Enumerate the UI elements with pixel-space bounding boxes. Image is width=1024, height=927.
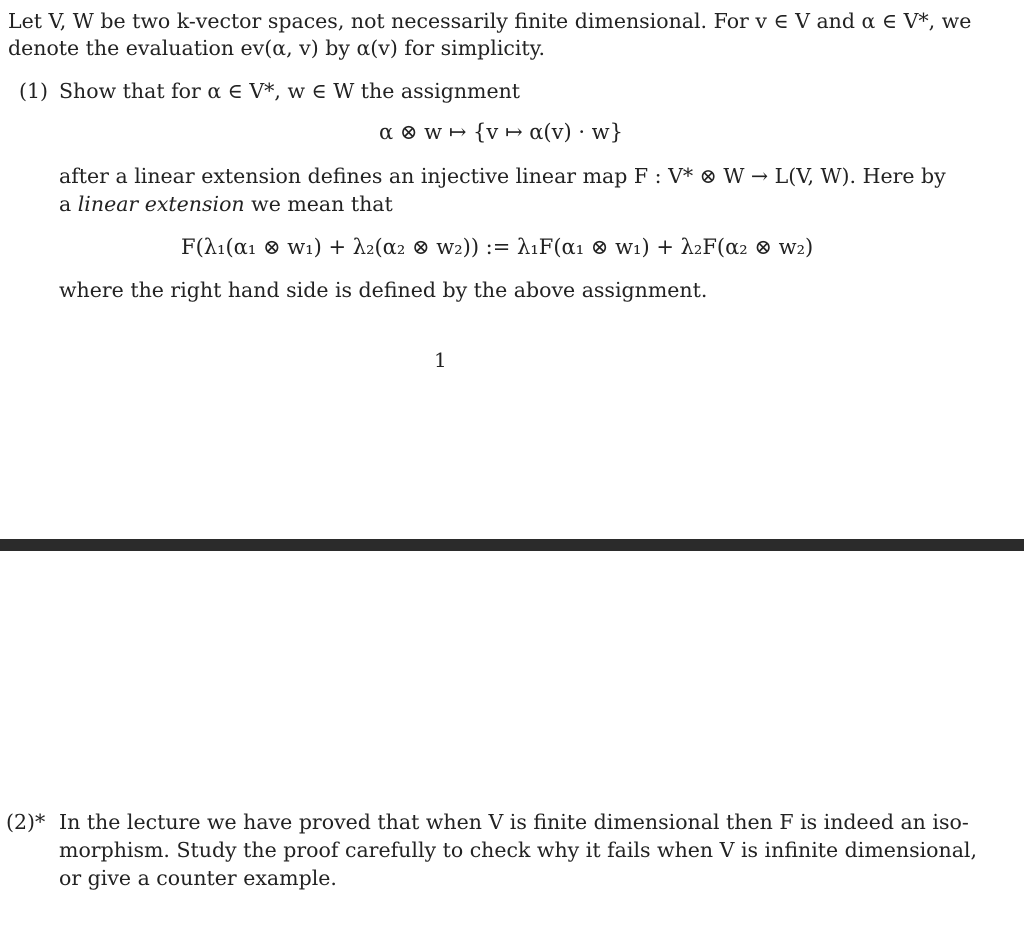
equation-assignment: α ⊗ w ↦ {v ↦ α(v) · w} [379, 120, 624, 144]
intro-line-2: denote the evaluation ev(α, v) by α(v) for simplicity. [8, 36, 546, 60]
item-2-line-1: In the lecture we have proved that when V is finite dimensional then F is indeed an iso- [59, 810, 969, 834]
after-line-2 [59, 194, 393, 215]
equation-linear-extension: F(λ₁(α₁ ⊗ w₁) + λ₂(α₂ ⊗ w₂)) := λ₁F(α₁ ⊗ w₁) + λ₂F(α₂ ⊗ w₂) [181, 235, 814, 259]
item-2-line-2: morphism. Study the proof carefully to check why it fails when V is infinite dimensional, [59, 838, 978, 862]
item-1-label: (1) [19, 79, 49, 103]
page-separator [0, 539, 1024, 551]
after-line-1: after a linear extension defines an injective linear map F : V* ⊗ W → L(V, W). Here by [59, 164, 946, 188]
item-2-line-3: or give a counter example. [59, 866, 337, 890]
item-1-text: Show that for α ∈ V*, w ∈ W the assignment [59, 79, 521, 103]
after-line-2-prefix: a [59, 192, 78, 216]
intro-line-1: Let V, W be two k-vector spaces, not necessarily finite dimensional. For v ∈ V and α ∈ V*, we [8, 9, 972, 33]
linear-extension-emphasis: linear extension [77, 192, 245, 216]
page-number: 1 [434, 348, 447, 372]
where-line: where the right hand side is defined by the above assignment. [59, 278, 708, 302]
after-line-2-suffix: we mean that [244, 192, 393, 216]
item-2-label: (2)* [6, 810, 46, 834]
